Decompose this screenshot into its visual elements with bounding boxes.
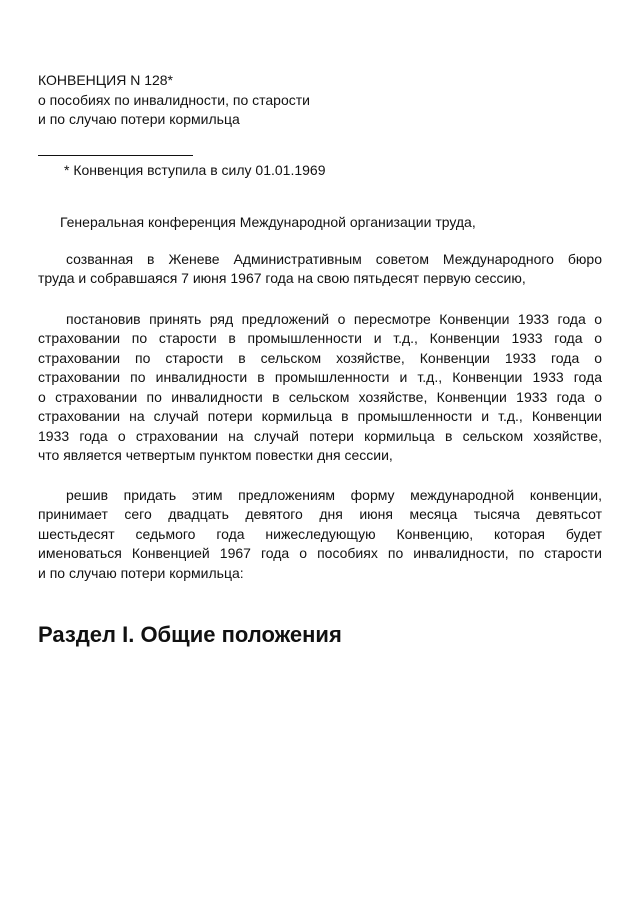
paragraph-line: решив придать этим предложениям форму международной конвенции, [66, 486, 602, 503]
document-title [38, 71, 602, 130]
title-line: о пособиях по инвалидности, по старости [38, 91, 310, 108]
paragraph-adopts [38, 486, 602, 584]
paragraph-line: 1933 года о страховании на случай потери кормильца в сельском хозяйстве, [38, 427, 602, 444]
paragraph-line: именоваться Конвенцией 1967 года о пособиях по инвалидности, по старости [38, 545, 602, 561]
section-heading: Раздел I. Общие положения [38, 622, 342, 647]
paragraph-line: постановив принять ряд предложений о пересмотре Конвенции 1933 года о [66, 310, 602, 327]
paragraph-line: созванная в Женеве Административным советом Международного бюро [66, 250, 602, 267]
paragraph-line: шестьдесят седьмого года нижеследующую Конвенцию, которая будет [38, 525, 602, 542]
paragraph-convened [38, 250, 602, 289]
paragraph-decided [38, 310, 602, 466]
paragraph-line: принимает сего двадцать девятого дня июня месяца тысяча девятьсот [38, 506, 602, 522]
paragraph-line: что является четвертым пунктом повестки дня сессии, [38, 447, 393, 463]
title-line: и по случаю потери кормильца [38, 111, 240, 127]
document-page [38, 71, 602, 649]
paragraph-line: страховании по старости в промышленности и т.д., Конвенции 1933 года о [38, 330, 602, 346]
paragraph-line: страховании на случай потери кормильца в промышленности и т.д., Конвенции [38, 408, 602, 424]
paragraph-preamble [38, 213, 602, 233]
title-line: КОНВЕНЦИЯ N 128* [38, 72, 174, 88]
paragraph-line: труда и собравшаяся 7 июня 1967 года на свою пятьдесят первую сессию, [38, 270, 526, 286]
footnote-divider [38, 155, 193, 156]
paragraph-line: о страховании по инвалидности в сельском хозяйстве, Конвенции 1933 года о [38, 388, 602, 405]
paragraph-line: страховании по инвалидности в промышленности и т.д., Конвенции 1933 года [38, 369, 602, 385]
paragraph-line: Генеральная конференция Международной организации труда, [60, 214, 476, 230]
paragraph-line: страховании по старости в сельском хозяйстве, Конвенции 1933 года о [38, 349, 602, 366]
footnote: * Конвенция вступила в силу 01.01.1969 [64, 161, 326, 178]
paragraph-line: и по случаю потери кормильца: [38, 564, 244, 581]
